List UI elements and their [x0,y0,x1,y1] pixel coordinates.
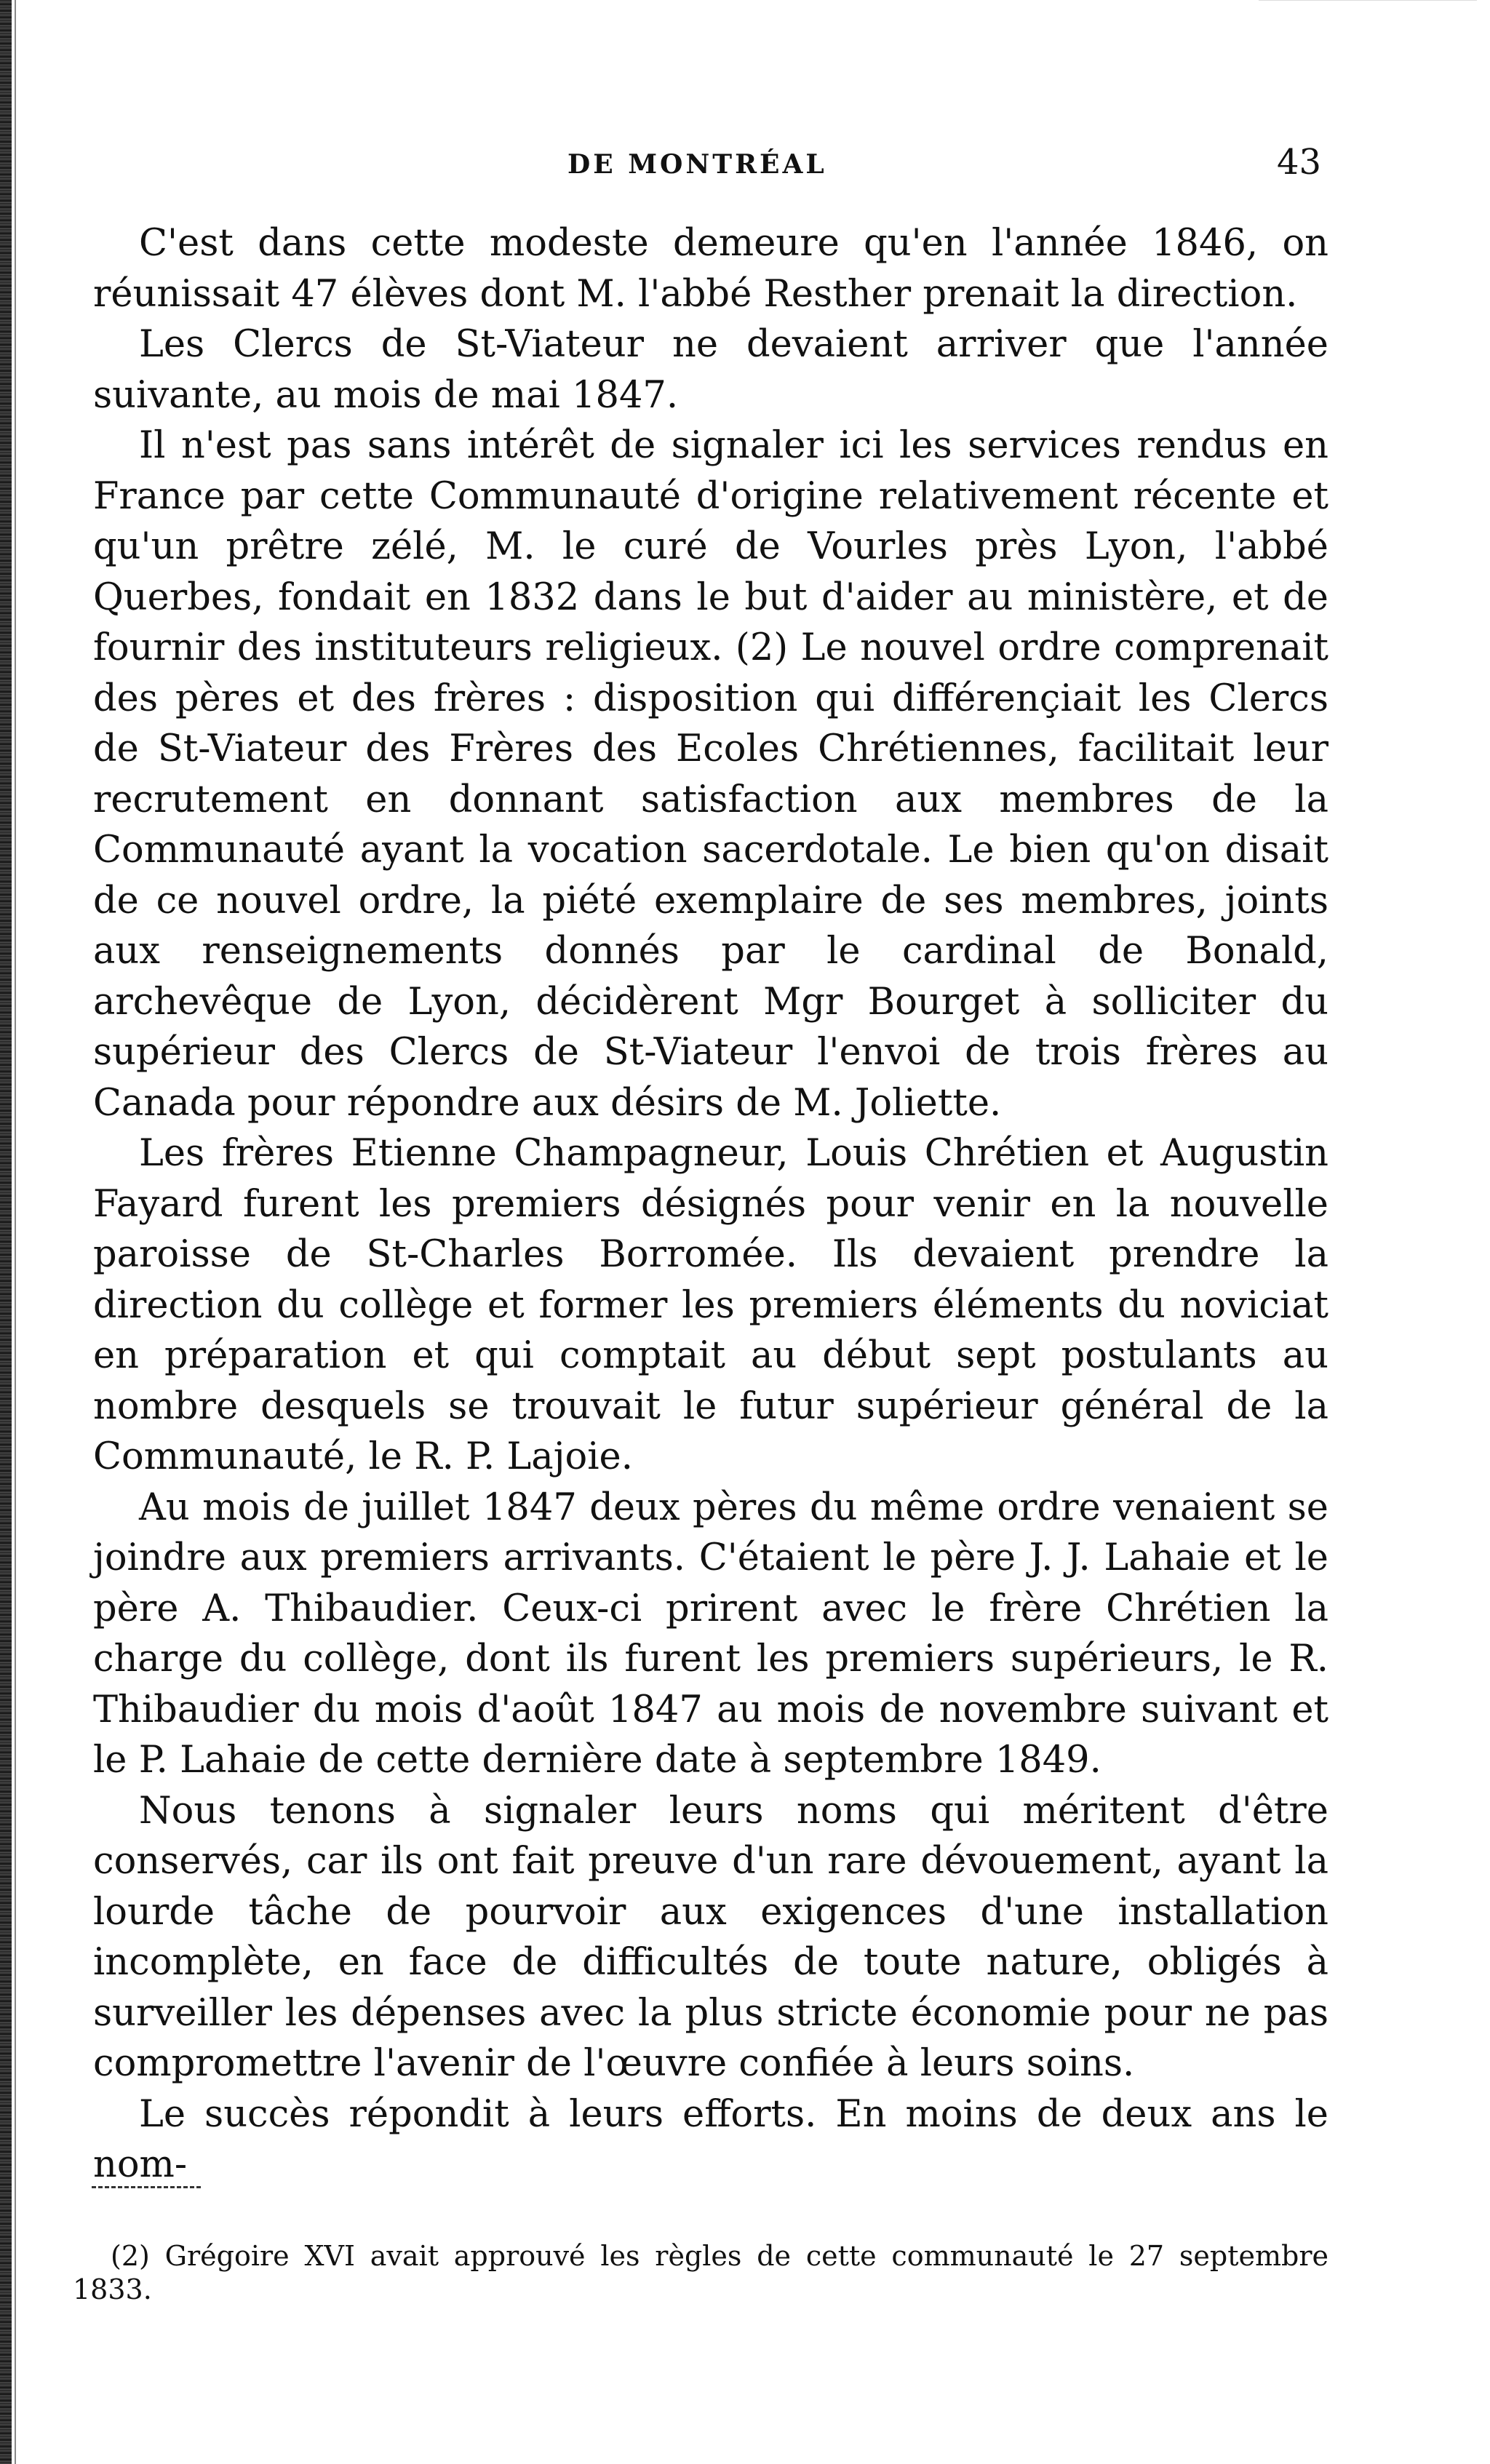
body-text [93,218,1328,2190]
page-header [0,142,1490,186]
scan-binding-edge [0,0,12,2464]
paragraph: Au mois de juillet 1847 deux pères du même ordre venaient se joindre aux premiers arrivants. C'étaient le père J. J. Lahaie et le père A. Thibaudier. Ceux-ci prirent avec le frère Chrétien la charge du collège, dont ils furent les premiers supérieurs, le R. Thibaudier du mois d'août 1847 au mois de novembre suivant et le P. Lahaie de cette dernière date à septembre 1849. [93,1486,1328,1782]
paragraph: Les frères Etienne Champagneur, Louis Chrétien et Augustin Fayard furent les premiers désignés pour venir en la nouvelle paroisse de St-Charles Borromée. Ils devaient prendre la direction du collège et former les premiers éléments du noviciat en préparation et qui comptait au début sept postulants au nombre desquels se trouvait le futur supérieur général de la Communauté, le R. P. Lajoie. [93,1132,1328,1478]
footnote-rule [92,2186,201,2188]
paragraph: Il n'est pas sans intérêt de signaler ici les services rendus en France par cette Communauté d'origine relativement récente et qu'un prêtre zélé, M. le curé de Vourles près Lyon, l'abbé Querbes, fondait en 1832 dans le but d'aider au ministère, et de fournir des instituteurs religieux. (2) Le nouvel ordre comprenait des pères et des frères : disposition qui différençiait les Clercs de St-Viateur des Frères des Ecoles Chrétiennes, facilitait leur recrutement en donnant satisfaction aux membres de la Communauté ayant la vocation sacerdotale. Le bien qu'on disait de ce nouvel ordre, la piété exemplaire de ses membres, joints aux renseignements donnés par le cardinal de Bonald, archevêque de Lyon, décidèrent Mgr Bourget à solliciter du supérieur des Clercs de St-Viateur l'envoi de trois frères au Canada pour répondre aux désirs de M. Joliette. [93,424,1328,1125]
paragraph: C'est dans cette modeste demeure qu'en l'année 1846, on réunissait 47 élèves dont M. l'abbé Resther prenait la direction. [93,222,1328,316]
running-head: DE MONTRÉAL [567,149,827,180]
paragraph: Les Clercs de St-Viateur ne devaient arriver que l'année suivante, au mois de mai 1847. [93,323,1328,417]
footnote: (2) Grégoire XVI avait approuvé les règles de cette communauté le 27 septembre 1833. [73,2240,1328,2305]
scan-binding-line [15,0,16,2464]
scan-top-rule [1259,0,1477,1]
page-number: 43 [1277,142,1322,183]
paragraph: Le succès répondit à leurs efforts. En moins de deux ans le nom- [93,2092,1328,2186]
paragraph: Nous tenons à signaler leurs noms qui méritent d'être conservés, car ils ont fait preuve d'un rare dévouement, ayant la lourde tâche de pourvoir aux exigences d'une installation incomplète, en face de difficultés de toute nature, obligés à surveiller les dépenses avec la plus stricte économie pour ne pas compromettre l'avenir de l'œuvre confiée à leurs soins. [93,1789,1328,2085]
